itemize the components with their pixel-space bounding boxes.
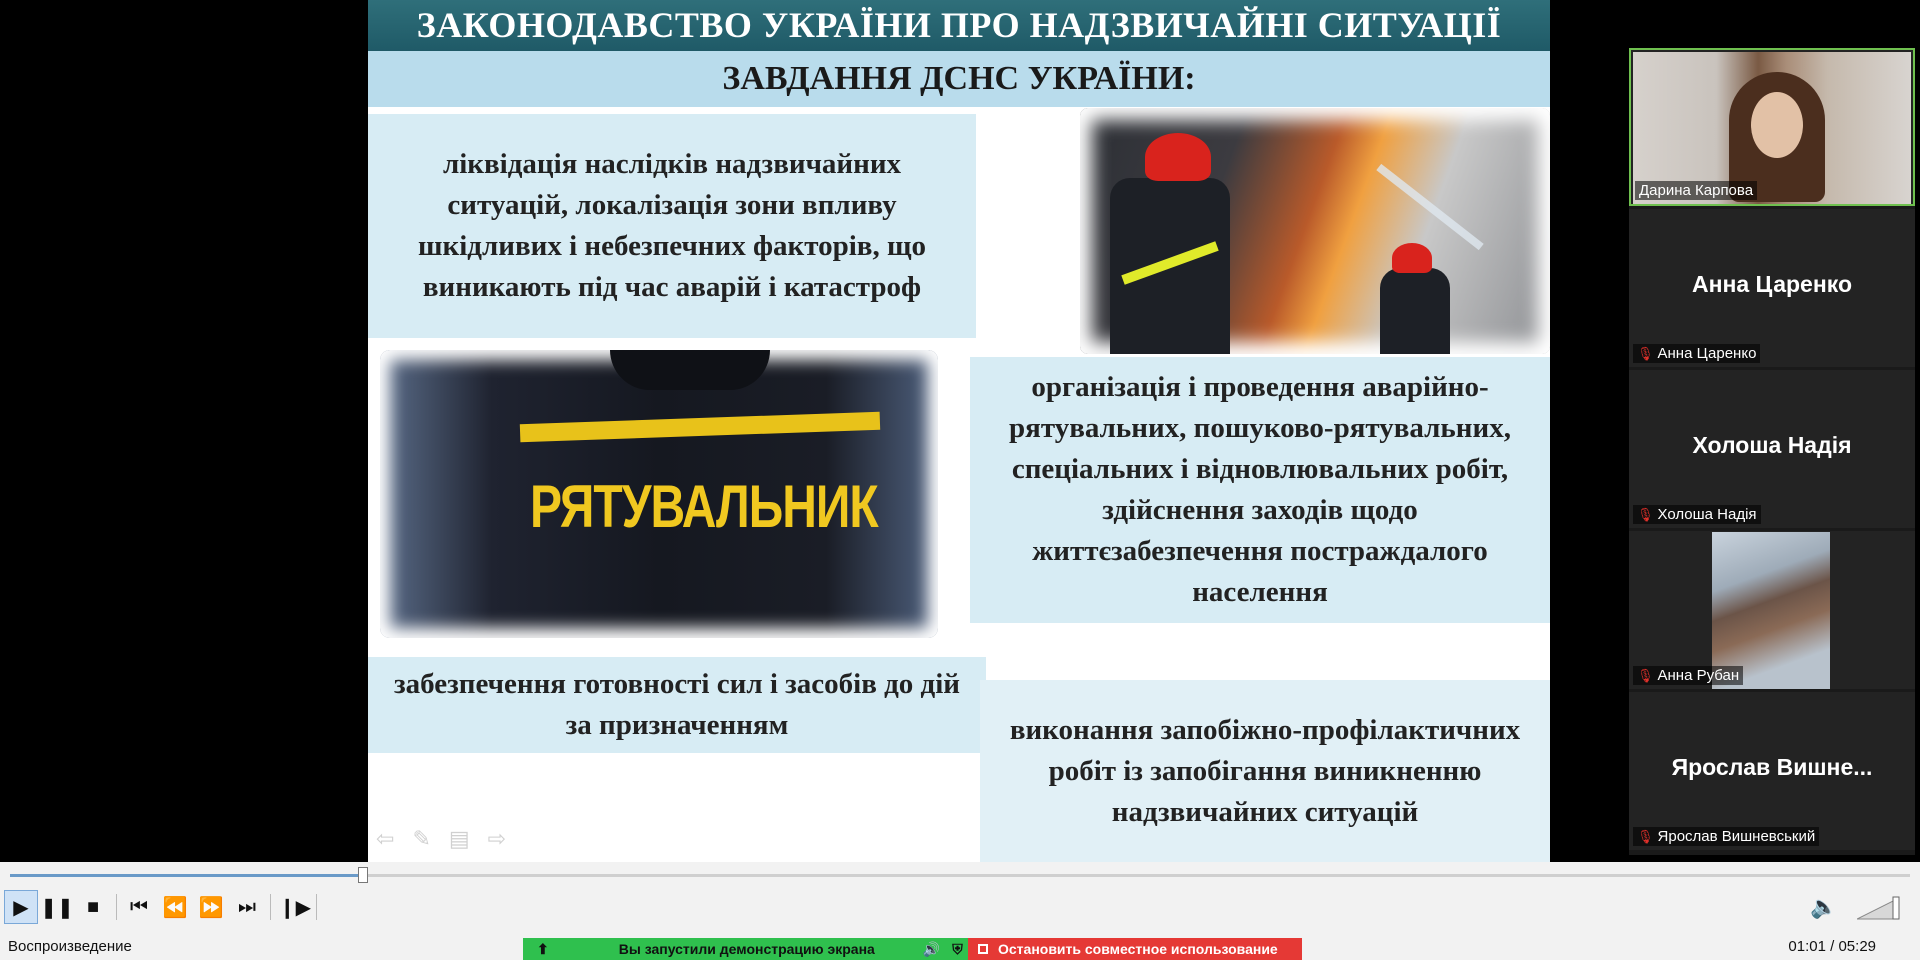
participant-name: Ярослав Вишневський xyxy=(1657,828,1816,845)
task-box-rescue-operations xyxy=(970,357,1550,623)
task-text: ліквідація наслідків надзвичайних ситуацій, локалізація зони впливу шкідливих і небезпечних факторів, що виникають під час аварій і катастроф xyxy=(418,148,926,303)
stop-share-button[interactable] xyxy=(968,938,1302,960)
menu-icon[interactable]: ▤ xyxy=(448,826,488,851)
participant-name: Анна Царенко xyxy=(1657,345,1757,362)
firefighter-helmet xyxy=(1392,243,1432,273)
separator xyxy=(270,894,271,920)
stop-square-icon xyxy=(978,944,988,954)
participant-tile[interactable] xyxy=(1629,692,1915,850)
participant-tile[interactable] xyxy=(1629,370,1915,528)
slide-title: ЗАКОНОДАВСТВО УКРАЇНИ ПРО НАДЗВИЧАЙНІ СИТУАЦІЇ xyxy=(368,0,1550,51)
player-controls xyxy=(0,862,1920,960)
mic-muted-icon: 🎙 xyxy=(1637,506,1654,522)
pen-icon[interactable]: ✎ xyxy=(412,826,449,851)
task-text: виконання запобіжно-профілактичних робіт із запобігання виникненню надзвичайних ситуацій xyxy=(1009,713,1521,828)
playback-time: 01:01 / 05:29 xyxy=(1788,938,1876,955)
mic-muted-icon: 🎙 xyxy=(1637,828,1654,844)
seek-progress xyxy=(10,874,363,877)
jacket-label: РЯТУВАЛЬНИК xyxy=(530,474,878,541)
participant-big-name: Ярослав Вишне... xyxy=(1671,754,1873,780)
participant-big-name: Анна Царенко xyxy=(1691,271,1852,297)
skip-forward-icon[interactable]: ⏭ xyxy=(238,895,256,918)
stop-button[interactable]: ■ xyxy=(86,895,100,918)
jacket-collar xyxy=(610,350,770,390)
task-text: забезпечення готовності сил і засобів до дій за призначенням xyxy=(394,668,960,741)
participant-name-label xyxy=(1633,827,1819,846)
skip-back-icon[interactable]: ⏮ xyxy=(130,895,148,918)
share-notice-text: Вы запустили демонстрацию экрана xyxy=(618,941,875,957)
rescuer-jacket-photo xyxy=(380,350,938,638)
slide-subtitle: ЗАВДАННЯ ДСНС УКРАЇНИ: xyxy=(368,51,1550,107)
participant-name-label xyxy=(1633,344,1760,363)
seek-bar[interactable] xyxy=(10,874,1910,877)
participant-name: Холоша Надія xyxy=(1657,506,1757,523)
seek-thumb[interactable] xyxy=(358,867,368,883)
task-box-prevention xyxy=(980,680,1550,862)
rewind-icon[interactable]: ⏪ xyxy=(162,896,188,919)
share-arrow-icon: ⬆ xyxy=(537,940,549,957)
participant-face xyxy=(1751,92,1803,158)
separator xyxy=(316,894,317,920)
frame-step-icon[interactable]: ❙▶ xyxy=(278,896,312,919)
participant-name-label xyxy=(1633,505,1761,524)
slide-nav-icons[interactable] xyxy=(376,826,524,852)
shield-icon[interactable]: ⛨ xyxy=(952,940,963,957)
task-text: організація і проведення аварійно-рятувальних, пошуково-рятувальних, спеціальних і відновлювальних робіт, здійснення заходів щодо життєзабезпечення постраждалого населення xyxy=(1009,371,1511,608)
playback-status: Воспроизведение xyxy=(8,938,132,955)
separator xyxy=(116,894,117,920)
firefighter-figure xyxy=(1380,268,1450,354)
pause-button[interactable]: ❚❚ xyxy=(40,896,74,919)
participant-name: Дарина Карпова xyxy=(1639,182,1754,199)
firefighters-photo xyxy=(1080,108,1550,354)
firefighter-helmet xyxy=(1145,133,1211,181)
volume-slider[interactable] xyxy=(1857,895,1901,921)
volume-icon[interactable]: 🔈 xyxy=(1810,894,1838,919)
participant-name: Анна Рубан xyxy=(1657,667,1740,684)
participant-tile[interactable] xyxy=(1629,48,1915,206)
participants-panel xyxy=(1629,48,1915,855)
participant-big-name: Холоша Надія xyxy=(1692,432,1852,458)
task-box-liquidation xyxy=(368,114,976,338)
audio-icon[interactable]: 🔊 xyxy=(922,940,941,957)
water-stream xyxy=(1376,164,1483,250)
participant-tile[interactable] xyxy=(1629,209,1915,367)
next-slide-icon[interactable]: ⇨ xyxy=(487,826,525,851)
task-box-readiness xyxy=(368,657,986,753)
play-button[interactable]: ▶ xyxy=(4,890,38,924)
participant-name-label xyxy=(1633,666,1743,685)
participant-tile[interactable] xyxy=(1629,531,1915,689)
prev-slide-icon[interactable]: ⇦ xyxy=(376,826,413,851)
fast-forward-icon[interactable]: ⏩ xyxy=(198,896,224,919)
stop-share-label: Остановить совместное использование xyxy=(998,941,1278,957)
participant-name-label xyxy=(1635,181,1757,200)
screen-share-notice xyxy=(523,938,968,960)
mic-muted-icon: 🎙 xyxy=(1637,345,1654,361)
jacket-stripe xyxy=(520,412,880,443)
shared-slide xyxy=(368,0,1550,862)
mic-muted-icon: 🎙 xyxy=(1637,667,1654,683)
